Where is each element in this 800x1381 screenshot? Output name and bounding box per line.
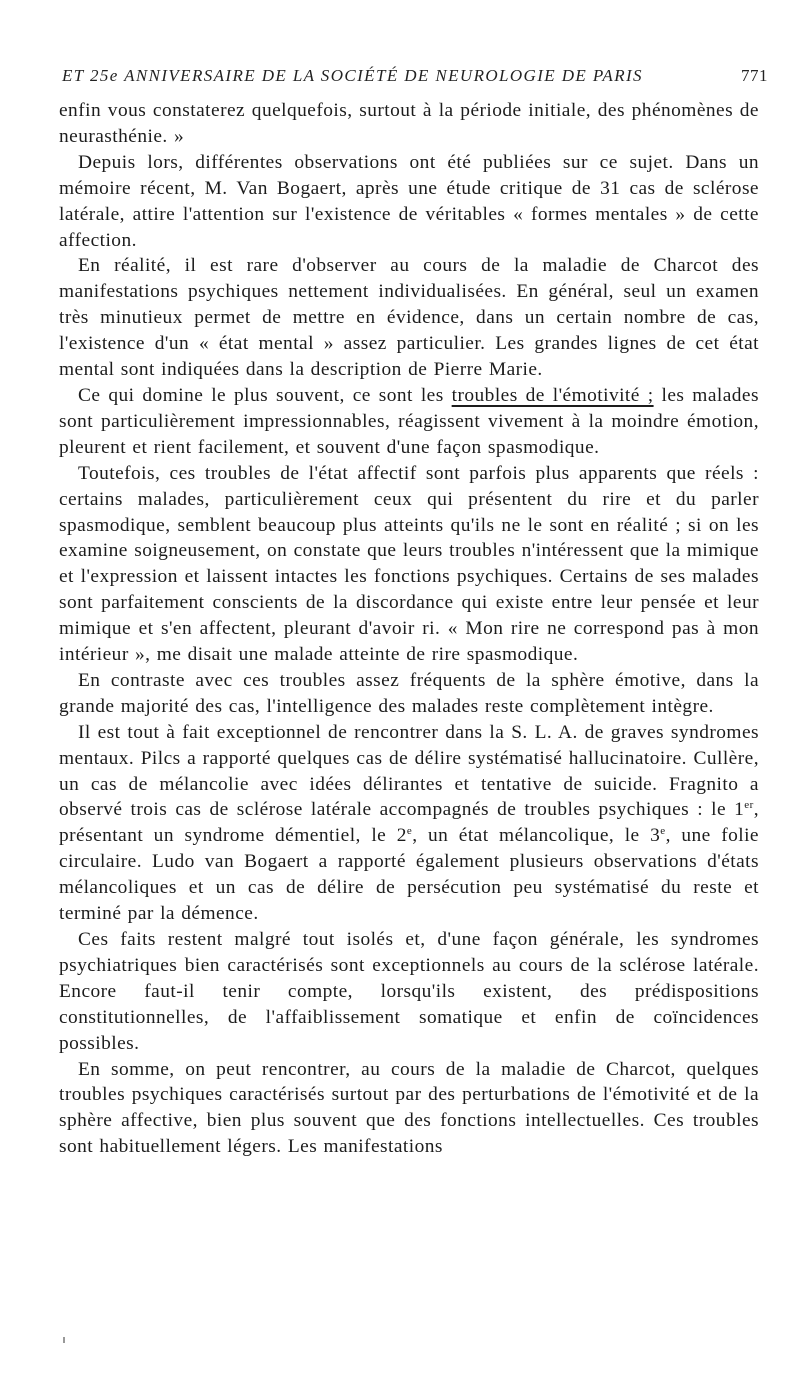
- underlined-phrase: troubles de l'émotivité ;: [451, 384, 654, 406]
- ordinal-superscript-3: e: [660, 825, 666, 838]
- paragraph-1: enfin vous constaterez quelquefois, surtout à la période initiale, des phénomènes de neurasthénie. »: [59, 100, 759, 147]
- paragraph-2: Depuis lors, différentes observations ont été publiées sur ce sujet. Dans un mémoire récent, M. Van Bogaert, après une étude critique de 31 cas de sclérose latérale, attire l'attention sur l'existence de véritables « formes mentales » de cette affection.: [59, 151, 759, 251]
- paragraph-7-part-d: , une folie circulaire. Ludo van Bogaert a rapporté également plusieurs observations d'états mélancoliques et un cas de délire de persécution peu systématisé du reste et terminé par la démence.: [59, 825, 759, 925]
- paragraph-3: En réalité, il est rare d'observer au cours de la maladie de Charcot des manifestations psychiques nettement individualisées. En général, seul un examen très minutieux permet de mettre en évidence, dans un certain nombre de cas, l'existence d'un « état mental » assez particulier. Les grandes lignes de cet état mental sont indiquées dans la description de Pierre Marie.: [59, 255, 759, 381]
- scan-speck: [63, 1337, 65, 1343]
- paragraph-7-part-a: Il est tout à fait exceptionnel de rencontrer dans la S. L. A. de graves syndromes mentaux. Pilcs a rapporté quelques cas de délire systématisé hallucinatoire. Cullère, un cas de mélancolie avec idées délirantes et tentative de suicide. Fragnito a observé trois cas de sclérose latérale accompagnés de troubles psychiques : le 1: [59, 721, 759, 821]
- running-header: [62, 66, 768, 90]
- ordinal-superscript-1: er: [744, 799, 754, 812]
- paragraph-6: En contraste avec ces troubles assez fréquents de la sphère émotive, dans la grande majorité des cas, l'intelligence des malades reste complètement intègre.: [59, 669, 759, 717]
- running-title: ET 25e ANNIVERSAIRE DE LA SOCIÉTÉ DE NEUROLOGIE DE PARIS: [62, 66, 643, 85]
- paragraph-4-end: les malades sont particulièrement impressionnables, réagissent vivement à la moindre émotion, pleurent et rient facilement, et souvent d'une façon spasmodique.: [59, 384, 759, 458]
- body-text: [59, 98, 759, 1160]
- paragraph-5: Toutefois, ces troubles de l'état affectif sont parfois plus apparents que réels : certains malades, particulièrement ceux qui présentent du rire et du parler spasmodique, semblent beaucoup plus atteints qu'ils ne le sont en réalité ; si on les examine soigneusement, on constate que leurs troubles n'intéressent que la mimique et l'expression et laissent intactes les fonctions psychiques. Certains de ses malades sont parfaitement conscients de la discordance qui existe entre leur pensée et leur mimique et s'en affectent, pleurant d'avoir ri. « Mon rire ne correspond pas à mon intérieur », me disait une malade atteinte de rire spasmodique.: [59, 462, 759, 666]
- paragraph-4: [59, 383, 759, 461]
- paragraph-7-part-c: , un état mélancolique, le 3: [412, 825, 661, 847]
- page-number: 771: [741, 66, 768, 85]
- paragraph-9: En somme, on peut rencontrer, au cours de la maladie de Charcot, quelques troubles psychiques caractérisés surtout par des perturbations de l'émotivité et de la sphère affective, bien plus souvent que des fonctions intellectuelles. Ces troubles sont habituellement légers. Les manifestations: [59, 1058, 759, 1158]
- paragraph-7-part-b: , présentant un syndrome démentiel, le 2: [59, 799, 759, 847]
- ordinal-superscript-2: e: [406, 825, 413, 838]
- paragraph-4-start: Ce qui domine le plus souvent, ce sont les: [78, 384, 452, 406]
- paragraph-7: [59, 720, 759, 927]
- paragraph-8: Ces faits restent malgré tout isolés et, d'une façon générale, les syndromes psychiatriques bien caractérisés sont exceptionnels au cours de la sclérose latérale. Encore faut-il tenir compte, lorsqu'ils existent, des prédispositions constitutionnelles, de l'affaiblissement somatique et enfin de coïncidences possibles.: [59, 929, 759, 1054]
